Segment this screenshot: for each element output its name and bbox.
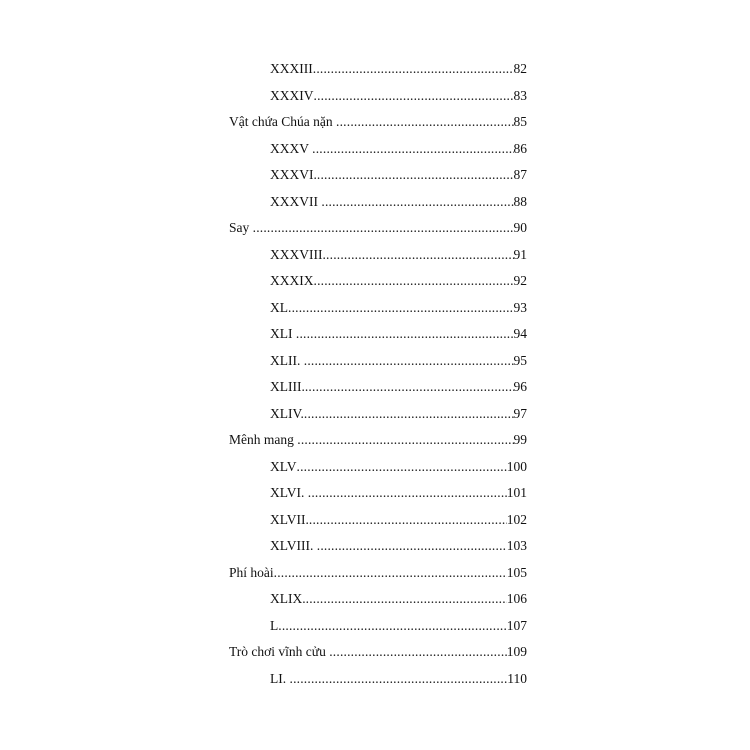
dot-leader — [308, 485, 507, 501]
toc-entry-title: XXXVIII — [270, 247, 323, 262]
toc-page-number: 95 — [513, 353, 527, 368]
toc-section-title: Mênh mang — [229, 432, 298, 447]
dot-leader — [290, 671, 508, 687]
dot-leader — [297, 432, 513, 448]
dot-leader — [274, 565, 507, 581]
dot-leader — [296, 326, 514, 342]
toc-entry-title: XXXVII — [270, 194, 322, 209]
toc-entry — [270, 375, 527, 395]
dot-leader — [305, 379, 514, 395]
toc-entry — [270, 349, 527, 369]
toc-section-title: Phí hoài — [229, 565, 274, 580]
toc-entry-title: XL — [270, 300, 288, 315]
dot-leader — [304, 406, 514, 422]
toc-section-entry — [229, 640, 527, 660]
toc-page-number: 94 — [513, 326, 527, 341]
dot-leader — [297, 459, 507, 475]
toc-entry — [270, 84, 527, 104]
toc-page-number: 93 — [513, 300, 527, 315]
toc-entry-title: XXXVI. — [270, 167, 317, 182]
toc-page-number: 92 — [513, 273, 527, 288]
toc-entry — [270, 137, 527, 157]
dot-leader — [317, 167, 514, 183]
dot-leader — [253, 220, 514, 236]
dot-leader — [306, 591, 507, 607]
toc-entry-title: XLV — [270, 459, 297, 474]
toc-entry-title: XLIV. — [270, 406, 304, 421]
dot-leader — [314, 88, 514, 104]
toc-entry — [270, 508, 527, 528]
toc-page-number: 96 — [513, 379, 527, 394]
dot-leader — [288, 300, 514, 316]
toc-page-number: 109 — [506, 644, 527, 659]
toc-entry — [270, 667, 527, 687]
toc-section-entry — [229, 561, 527, 581]
toc-page-number: 106 — [506, 591, 527, 606]
toc-entry-title: XLVIII. — [270, 538, 317, 553]
dot-leader — [314, 273, 514, 289]
toc-section-title: Trò chơi vĩnh cửu — [229, 644, 330, 659]
toc-entry — [270, 163, 527, 183]
toc-page-number: 99 — [513, 432, 527, 447]
toc-entry — [270, 534, 527, 554]
dot-leader — [312, 141, 513, 157]
toc-entry — [270, 455, 527, 475]
toc-section-entry — [229, 110, 527, 130]
toc-entry — [270, 587, 527, 607]
toc-entry — [270, 481, 527, 501]
toc-entry-title: XLII. — [270, 353, 304, 368]
toc-section-title: Vật chứa Chúa nặn — [229, 114, 337, 129]
toc-entry — [270, 322, 527, 342]
toc-page-number: 82 — [513, 61, 527, 76]
toc-page-number: 110 — [507, 671, 527, 686]
toc-entry — [270, 614, 527, 634]
toc-page-number: 107 — [506, 618, 527, 633]
toc-page-number: 102 — [506, 512, 527, 527]
toc-page-number: 85 — [513, 114, 527, 129]
dot-leader — [329, 644, 507, 660]
dot-leader — [313, 61, 514, 77]
toc-entry-title: XLVII. — [270, 512, 309, 527]
toc-entry-title: XXXIV — [270, 88, 314, 103]
dot-leader — [336, 114, 513, 130]
toc-entry-title: XXXIII — [270, 61, 313, 76]
toc-entry — [270, 190, 527, 210]
toc-entry — [270, 402, 527, 422]
dot-leader — [321, 194, 513, 210]
toc-page-number: 101 — [506, 485, 527, 500]
toc-page-number: 100 — [506, 459, 527, 474]
toc-page-number: 105 — [506, 565, 527, 580]
toc-entry — [270, 296, 527, 316]
toc-page-number: 103 — [506, 538, 527, 553]
toc-page-number: 83 — [513, 88, 527, 103]
toc-page-number: 88 — [513, 194, 527, 209]
toc-page-number: 97 — [513, 406, 527, 421]
toc-entry-title: XLI — [270, 326, 296, 341]
toc-page-number: 90 — [513, 220, 527, 235]
toc-entry-title: XLVI. — [270, 485, 308, 500]
toc-page-number: 87 — [513, 167, 527, 182]
toc-section-entry — [229, 216, 527, 236]
dot-leader — [278, 618, 507, 634]
toc-entry — [270, 57, 527, 77]
dot-leader — [322, 247, 513, 263]
toc-entry-title: XXXV — [270, 141, 313, 156]
dot-leader — [317, 538, 507, 554]
dot-leader — [309, 512, 507, 528]
toc-section-title: Say — [229, 220, 253, 235]
toc-entry-title: LI. — [270, 671, 290, 686]
toc-page-number: 91 — [513, 247, 527, 262]
toc-entry-title: XLIII. — [270, 379, 305, 394]
toc-entry — [270, 269, 527, 289]
toc-entry-title: XLIX. — [270, 591, 306, 606]
toc-page-number: 86 — [513, 141, 527, 156]
toc-entry-title: L — [270, 618, 279, 633]
toc-entry-title: XXXIX — [270, 273, 314, 288]
toc-entry — [270, 243, 527, 263]
dot-leader — [304, 353, 514, 369]
toc-section-entry — [229, 428, 527, 448]
